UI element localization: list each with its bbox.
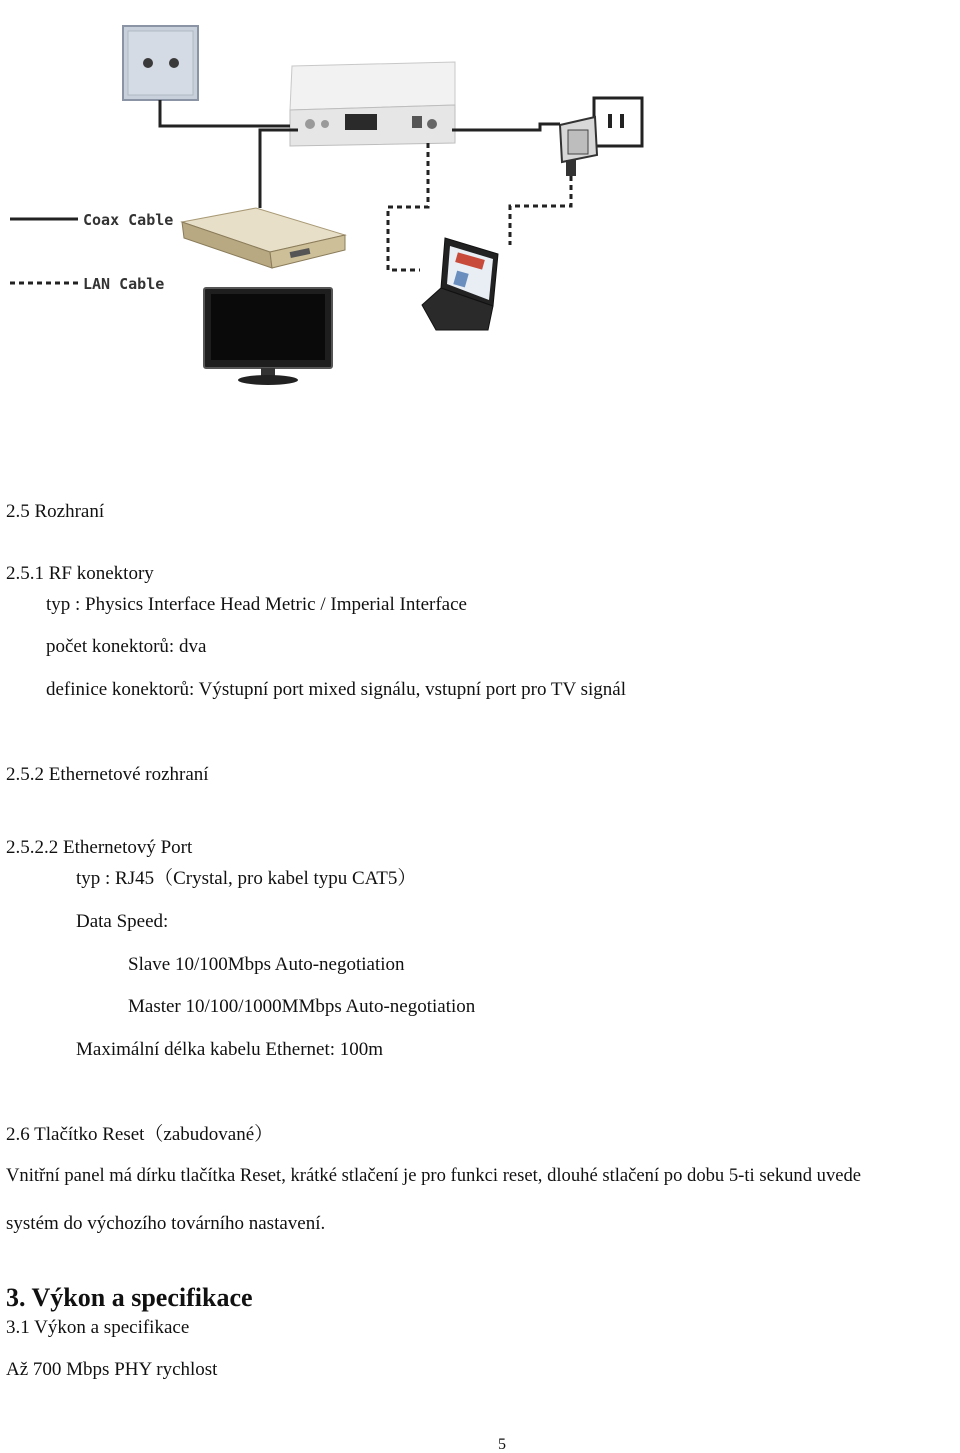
coax-legend-label: Coax Cable xyxy=(83,211,174,229)
legend xyxy=(10,211,173,293)
section-2-5-1-title: 2.5.1 RF konektory xyxy=(6,563,154,584)
chapter-3-heading: 3. Výkon a specifikace xyxy=(6,1283,253,1312)
slave-speed: Slave 10/100Mbps Auto-negotiation xyxy=(128,954,405,975)
rf-connector-count: počet konektorů: dva xyxy=(46,636,207,657)
section-2-6-title: 2.6 Tlačítko Reset（zabudované） xyxy=(6,1124,274,1145)
wall-power-socket-icon xyxy=(594,98,642,146)
section-2-5-2-2-title: 2.5.2.2 Ethernetový Port xyxy=(6,837,193,858)
max-cable-length: Maximální délka kabelu Ethernet: 100m xyxy=(76,1039,384,1060)
section-2-5-2-title: 2.5.2 Ethernetové rozhraní xyxy=(6,764,209,785)
laptop-icon xyxy=(422,238,498,330)
phy-speed: Až 700 Mbps PHY rychlost xyxy=(6,1359,218,1380)
tv-icon xyxy=(204,288,332,385)
rf-type: typ : Physics Interface Head Metric / Imperial Interface xyxy=(46,594,467,615)
power-plug-icon xyxy=(560,117,597,176)
section-3-1-title: 3.1 Výkon a specifikace xyxy=(6,1317,190,1338)
ethernet-port-type: typ : RJ45（Crystal, pro kabel typu CAT5） xyxy=(76,868,417,889)
section-2-5-title: 2.5 Rozhraní xyxy=(6,501,105,522)
reset-description-line-2: systém do výchozího továrního nastavení. xyxy=(6,1213,326,1234)
reset-description-line-1: Vnitřní panel má dírku tlačítka Reset, krátké stlačení je pro funkci reset, dlouhé stlačení po dobu 5-ti sekund uvede xyxy=(6,1165,862,1186)
master-speed: Master 10/100/1000MMbps Auto-negotiation xyxy=(128,996,476,1017)
rf-connector-definition: definice konektorů: Výstupní port mixed signálu, vstupní port pro TV signál xyxy=(46,679,626,700)
adapter-device-icon xyxy=(290,62,455,146)
page-number: 5 xyxy=(498,1436,506,1453)
data-speed-label: Data Speed: xyxy=(76,911,169,932)
set-top-box-icon xyxy=(182,208,345,268)
lan-legend-label: LAN Cable xyxy=(83,275,165,293)
wall-coax-socket-icon xyxy=(123,26,198,100)
network-connection-diagram xyxy=(0,0,960,440)
